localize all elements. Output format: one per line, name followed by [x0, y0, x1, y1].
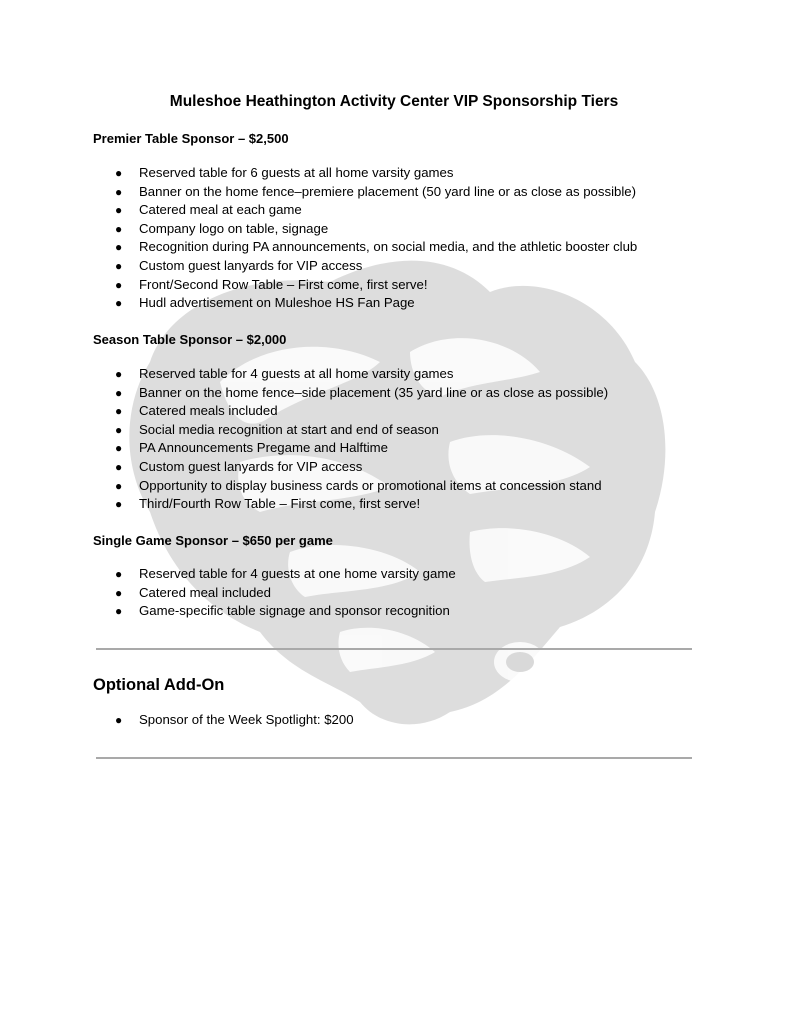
- bullet-icon: ●: [115, 240, 123, 255]
- list-item: ● Reserved table for 4 guests at all home varsity games: [115, 365, 608, 384]
- horizontal-divider: [96, 648, 692, 650]
- bullet-icon: ●: [115, 166, 123, 180]
- list-item: ● Reserved table for 4 guests at one home varsity game: [115, 565, 456, 584]
- list-item: ● Company logo on table, signage: [115, 220, 637, 239]
- bullet-icon: ●: [115, 367, 123, 381]
- list-item: ● Recognition during PA announcements, on social media, and the athletic booster club: [115, 238, 637, 257]
- bullet-icon: ●: [115, 497, 123, 512]
- addon-heading: Optional Add-On: [93, 676, 225, 694]
- season-tier-heading: Season Table Sponsor – $2,000: [93, 332, 287, 347]
- list-item: ● Catered meal included: [115, 584, 456, 603]
- bullet-icon: ●: [115, 203, 123, 218]
- document-title: Muleshoe Heathington Activity Center VIP Sponsorship Tiers: [169, 93, 619, 110]
- list-item: ● Custom guest lanyards for VIP access: [115, 458, 608, 477]
- bullet-icon: ●: [115, 184, 123, 199]
- list-item: ● Social media recognition at start and end of season: [115, 421, 608, 440]
- horizontal-divider: [96, 757, 692, 759]
- premier-tier-heading: Premier Table Sponsor – $2,500: [93, 131, 289, 146]
- list-item: ● Third/Fourth Row Table – First come, first serve!: [115, 495, 608, 514]
- season-tier-list: [115, 365, 608, 514]
- bullet-icon: ●: [115, 277, 123, 292]
- list-item: ● Reserved table for 6 guests at all home varsity games: [115, 164, 637, 183]
- bullet-icon: ●: [115, 713, 123, 727]
- list-item: ● Sponsor of the Week Spotlight: $200: [115, 711, 354, 730]
- list-item: ● Custom guest lanyards for VIP access: [115, 257, 637, 276]
- list-item: ● Front/Second Row Table – First come, first serve!: [115, 276, 637, 295]
- bullet-icon: ●: [115, 478, 123, 493]
- list-item: ● Banner on the home fence–premiere placement (50 yard line or as close as possible): [115, 183, 637, 202]
- list-item: ● Game-specific table signage and sponsor recognition: [115, 602, 456, 621]
- bullet-icon: ●: [115, 404, 123, 419]
- list-item: ● Catered meal at each game: [115, 201, 637, 220]
- bullet-icon: ●: [115, 567, 123, 581]
- single-game-tier-list: [115, 565, 456, 621]
- bullet-icon: ●: [115, 422, 123, 437]
- single-game-tier-heading: Single Game Sponsor – $650 per game: [93, 533, 333, 548]
- list-item: ● Opportunity to display business cards or promotional items at concession stand: [115, 477, 608, 496]
- bullet-icon: ●: [115, 296, 123, 311]
- bullet-icon: ●: [115, 441, 123, 456]
- bullet-icon: ●: [115, 221, 123, 236]
- bullet-icon: ●: [115, 258, 123, 273]
- list-item: ● Hudl advertisement on Muleshoe HS Fan Page: [115, 294, 637, 313]
- bullet-icon: ●: [115, 585, 123, 600]
- premier-tier-list: [115, 164, 637, 313]
- list-item: ● Catered meals included: [115, 402, 608, 421]
- bullet-icon: ●: [115, 459, 123, 474]
- addon-list: [115, 711, 354, 730]
- bullet-icon: ●: [115, 604, 123, 619]
- list-item: ● Banner on the home fence–side placement (35 yard line or as close as possible): [115, 384, 608, 403]
- bullet-icon: ●: [115, 385, 123, 400]
- list-item: ● PA Announcements Pregame and Halftime: [115, 439, 608, 458]
